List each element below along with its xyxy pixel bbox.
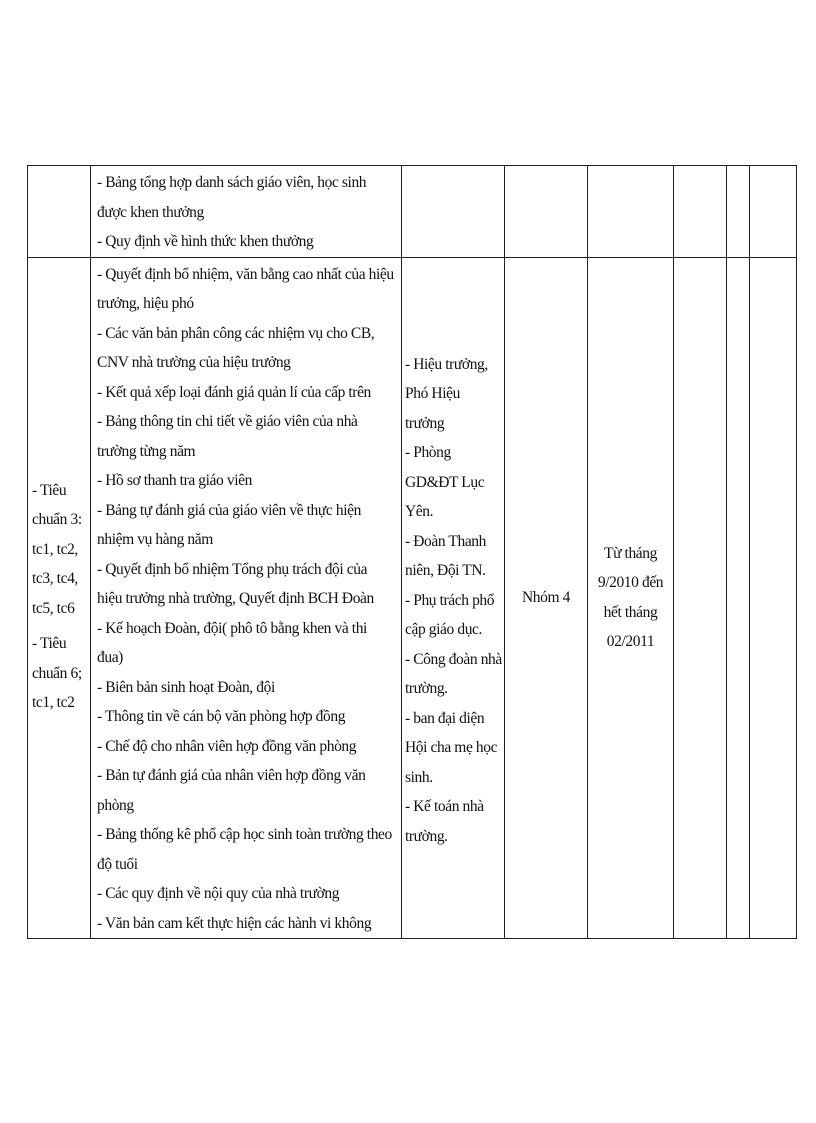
responsible-item: - ban đại diện Hội cha mẹ học sinh.	[405, 709, 498, 786]
evidence-line: - Bảng thống kê phổ cập học sinh toàn trường theo	[97, 826, 392, 843]
responsible-item: - Công đoàn nhà trường.	[405, 650, 502, 697]
standard-item: - Tiêu chuẩn 3: tc1, tc2, tc3, tc4, tc5, tc6	[32, 481, 82, 617]
time-label: Từ tháng 9/2010 đến hết tháng 02/2011	[597, 544, 664, 651]
evidence-line: phòng	[97, 796, 134, 814]
evidence-line: trưởng, hiệu phó	[97, 295, 194, 312]
empty-cell	[674, 166, 727, 258]
empty-cell	[727, 257, 750, 939]
responsible-cell	[402, 166, 505, 258]
evidence-line: - Quyết định bổ nhiệm Tổng phụ trách đội của	[97, 560, 368, 578]
empty-cell	[674, 257, 727, 939]
evidence-line: - Các văn bản phân công các nhiệm vụ cho CB,	[97, 324, 375, 342]
empty-cell	[750, 166, 797, 258]
evidence-line: nhiệm vụ hàng năm	[97, 531, 213, 548]
standard-item: - Tiêu chuẩn 6; tc1, tc2	[32, 635, 82, 711]
evidence-line: - Biên bản sinh hoạt Đoàn, đội	[97, 678, 275, 696]
time-cell	[588, 166, 674, 258]
evidence-line: - Bảng tổng hợp danh sách giáo viên, học sinh	[97, 174, 367, 191]
responsible-cell	[402, 257, 505, 939]
evidence-line: trường từng năm	[97, 442, 196, 460]
empty-cell	[750, 257, 797, 939]
responsible-item: - Hiệu trưởng, Phó Hiệu trưởng	[405, 355, 488, 432]
group-label: Nhóm 4	[522, 589, 570, 606]
evidence-line: - Quy định về hình thức khen thưởng	[97, 233, 314, 250]
empty-cell	[727, 166, 750, 258]
evidence-line: - Quyết định bổ nhiệm, văn bằng cao nhất của hiệu	[97, 265, 394, 283]
evidence-line: - Kế hoạch Đoàn, đội( phô tô bằng khen và thi	[97, 619, 367, 637]
evidence-line: - Bảng thông tin chi tiết về giáo viên của nhà	[97, 413, 358, 430]
group-cell	[505, 257, 588, 939]
evidence-line: - Hồ sơ thanh tra giáo viên	[97, 472, 252, 489]
table-row	[28, 166, 797, 258]
responsible-item: - Đoàn Thanh niên, Đội TN.	[405, 532, 487, 579]
evidence-line: - Văn bản cam kết thực hiện các hành vi không	[97, 914, 372, 932]
evidence-line: - Bản tự đánh giá của nhân viên hợp đồng văn	[97, 767, 366, 784]
evidence-line: đua)	[97, 649, 123, 666]
time-cell	[588, 257, 674, 939]
evidence-table	[27, 165, 797, 939]
table-row	[28, 257, 797, 939]
responsible-item: - Kế toán nhà trường.	[405, 798, 484, 845]
evidence-line: - Bảng tự đánh giá của giáo viên về thực hiện	[97, 501, 361, 519]
standards-cell	[28, 166, 91, 258]
evidence-line: được khen thưởng	[97, 203, 204, 221]
evidence-cell	[91, 166, 402, 258]
responsible-item: - Phụ trách phổ cập giáo dục.	[405, 591, 495, 638]
evidence-line: - Kết quả xếp loại đánh giá quản lí của cấp trên	[97, 383, 371, 401]
group-cell	[505, 166, 588, 258]
evidence-cell	[91, 257, 402, 939]
evidence-line: - Chế độ cho nhân viên hợp đồng văn phòng	[97, 737, 357, 755]
evidence-line: CNV nhà trường của hiệu trưởng	[97, 354, 291, 371]
responsible-item: - Phòng GD&ĐT Lục Yên.	[405, 444, 485, 520]
standards-cell	[28, 257, 91, 939]
evidence-line: - Thông tin về cán bộ văn phòng hợp đồng	[97, 708, 346, 725]
evidence-line: - Các quy định về nội quy của nhà trường	[97, 885, 340, 902]
evidence-line: độ tuổi	[97, 855, 138, 873]
evidence-line: hiệu trưởng nhà trường, Quyết định BCH Đoàn	[97, 590, 374, 607]
